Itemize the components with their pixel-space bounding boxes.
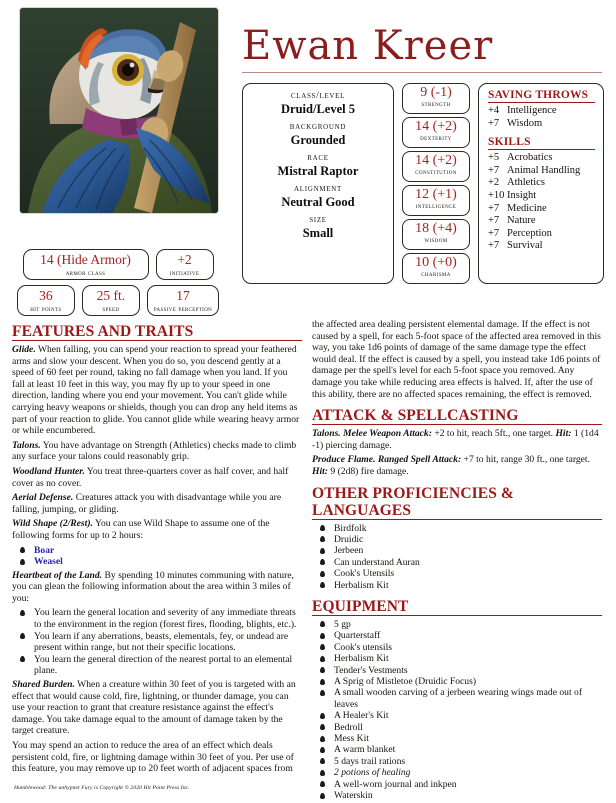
skill-row bbox=[488, 165, 595, 178]
attack-text-talons: +2 to hit, reach 5ft., one target. bbox=[431, 428, 556, 440]
list-item: Tender's Vestments bbox=[312, 665, 602, 676]
attack-name-talons: Talons. Melee Weapon Attack: bbox=[312, 428, 432, 440]
list-item: Jerbeen bbox=[312, 545, 602, 556]
skill-row bbox=[488, 203, 595, 216]
equipment-list bbox=[312, 619, 602, 802]
character-name: Ewan Kreer bbox=[242, 23, 494, 69]
attack-hit-text-talons: 1 (1d4 -1) piercing damage. bbox=[312, 428, 599, 451]
ability-score-intelligence: 12 (+1) bbox=[415, 187, 457, 202]
skill-mod-acrobatics: +5 bbox=[488, 152, 500, 164]
initiative-value: +2 bbox=[177, 252, 192, 267]
list-item: Mess Kit bbox=[312, 733, 602, 744]
feature-name-talons: Talons. bbox=[12, 439, 41, 451]
list-item: Herbalism Kit bbox=[312, 580, 602, 591]
feature-name-shared-burden: Shared Burden. bbox=[12, 679, 75, 691]
feature-text-glide: When falling, you can spend your reaction to spread your feathered arms and slow your descent. When you do so, you descend gently at a speed of 60 feet per round, taking no fall damage when you land. If you fall at least 10 feet in this way, you may fly up to your speed in one direction, landing where you end your movement. You can't glide while carrying heavy weapons or shields, though you can drop any held items as part of your reaction to glide. You cannot glide while wearing heavy armor or while encumbered. bbox=[12, 344, 300, 437]
feature-name-glide: Glide. bbox=[12, 344, 36, 355]
info-value-background: Grounded bbox=[290, 133, 346, 147]
ability-score-wisdom: 18 (+4) bbox=[415, 221, 457, 236]
ability-name-wisdom: wisdom bbox=[424, 236, 448, 244]
stat-row bbox=[236, 83, 608, 284]
skill-name-acrobatics: Acrobatics bbox=[507, 152, 553, 164]
skill-name-insight: Insight bbox=[507, 189, 537, 201]
initiative-label: initiative bbox=[169, 268, 200, 277]
list-item: Can understand Auran bbox=[312, 557, 602, 568]
sheet-body bbox=[0, 315, 616, 803]
attack-text-produce-flame: +7 to hit, range 30 ft., one target. bbox=[461, 454, 590, 466]
skill-mod-animal-handling: +7 bbox=[488, 164, 500, 176]
feature-shared-burden bbox=[12, 679, 302, 737]
saving-throw-row bbox=[488, 105, 595, 118]
hit-points-value: 36 bbox=[39, 288, 53, 303]
ability-score-constitution: 14 (+2) bbox=[415, 153, 457, 168]
list-item: 5 days trail rations bbox=[312, 756, 602, 767]
feature-text-talons: You have advantage on Strength (Athletics) checks made to climb any surface your talons could reasonably grip. bbox=[12, 439, 297, 463]
save-name-intelligence: Intelligence bbox=[507, 105, 557, 116]
wild-shape-form-boar[interactable]: Boar bbox=[12, 545, 302, 557]
attack-hit-label-talons: Hit: bbox=[555, 428, 572, 440]
defence-row-1 bbox=[14, 249, 222, 280]
skill-row bbox=[488, 177, 595, 190]
skill-row bbox=[488, 240, 595, 253]
list-item: A small wooden carving of a jerbeen wearing wings made out of leaves bbox=[312, 687, 602, 710]
speed-label: speed bbox=[102, 304, 120, 313]
skill-row bbox=[488, 228, 595, 241]
heartbeat-bullets bbox=[12, 607, 302, 677]
skill-name-medicine: Medicine bbox=[507, 202, 547, 214]
info-value-size: Small bbox=[302, 226, 334, 240]
name-underline bbox=[242, 72, 602, 73]
ability-score-dexterity: 14 (+2) bbox=[415, 119, 457, 134]
save-name-wisdom: Wisdom bbox=[507, 117, 543, 129]
list-item: 5 gp bbox=[312, 619, 602, 630]
ability-charisma bbox=[402, 253, 470, 284]
skill-mod-medicine: +7 bbox=[488, 202, 500, 214]
info-label-race: race bbox=[307, 153, 329, 163]
list-item: Bedroll bbox=[312, 722, 602, 733]
feature-text-woodland-hunter: You treat three-quarters cover as half cover, and half cover as no cover. bbox=[12, 465, 289, 489]
info-label-background: background bbox=[289, 122, 347, 132]
right-column bbox=[312, 319, 602, 803]
list-item: A warm blanket bbox=[312, 744, 602, 755]
list-item: You learn the general location and severity of any immediate threats to the environment in the region (forest fires, flooding, blights, etc.). bbox=[12, 607, 302, 630]
feature-text-aerial-defense: Creatures attack you with disadvantage while you are falling, jumping, or gliding. bbox=[12, 492, 282, 515]
attack-entry-produce-flame bbox=[312, 454, 602, 477]
ability-score-charisma: 10 (+0) bbox=[415, 255, 457, 270]
list-item: Cook's utensils bbox=[312, 642, 602, 653]
ability-name-charisma: charisma bbox=[421, 270, 451, 278]
list-item: Herbalism Kit bbox=[312, 653, 602, 664]
saves-and-skills-card bbox=[478, 83, 604, 284]
feature-heartbeat-of-the-land bbox=[12, 570, 302, 605]
list-item: Birdfolk bbox=[312, 523, 602, 534]
armor-class-label: armor class bbox=[65, 268, 106, 277]
skill-name-animal-handling: Animal Handling bbox=[507, 164, 581, 176]
list-item: 2 potions of healing bbox=[312, 767, 602, 778]
ability-scores bbox=[402, 83, 470, 284]
ability-wisdom bbox=[402, 219, 470, 250]
feature-shared-burden-continued: You may spend an action to reduce the area of an effect which deals persistent cold, fire, or lightning damage within 30 feet of you. Per use of this feature, you may remove up to 20 feet worth of adjacent spaces from bbox=[12, 740, 294, 775]
armor-class-box bbox=[23, 249, 149, 280]
info-label-size: size bbox=[309, 215, 327, 225]
attack-spellcasting-heading: ATTACK & SPELLCASTING bbox=[312, 407, 602, 425]
ability-name-constitution: constitution bbox=[415, 168, 457, 176]
info-label-class: class/level bbox=[290, 91, 346, 101]
skill-name-survival: Survival bbox=[507, 240, 543, 252]
skill-mod-survival: +7 bbox=[488, 240, 500, 252]
ability-name-dexterity: dexterity bbox=[420, 134, 452, 142]
skill-name-nature: Nature bbox=[507, 215, 536, 227]
skills-heading: SKILLS bbox=[488, 136, 595, 150]
armor-class-value: 14 (Hide Armor) bbox=[40, 252, 131, 267]
list-item: You learn if any aberrations, beasts, elementals, fey, or undead are present within range, but not their specific locations. bbox=[12, 631, 302, 654]
list-item: Waterskin bbox=[312, 790, 602, 801]
feature-name-aerial-defense: Aerial Defense. bbox=[12, 492, 74, 504]
ability-name-strength: strength bbox=[421, 100, 451, 108]
left-column bbox=[12, 319, 302, 803]
ability-constitution bbox=[402, 151, 470, 182]
defence-row-2 bbox=[14, 285, 222, 316]
proficiencies-heading: OTHER PROFICIENCIES & LANGUAGES bbox=[312, 485, 602, 520]
passive-perception-box bbox=[147, 285, 219, 316]
list-item: Druidic bbox=[312, 534, 602, 545]
info-value-alignment: Neutral Good bbox=[281, 195, 355, 209]
ability-strength bbox=[402, 83, 470, 114]
feature-glide bbox=[12, 344, 302, 437]
attack-entry-talons bbox=[312, 428, 602, 451]
info-label-alignment: alignment bbox=[294, 184, 342, 194]
attack-name-produce-flame: Produce Flame. Ranged Spell Attack: bbox=[312, 454, 462, 466]
skill-name-athletics: Athletics bbox=[507, 177, 545, 189]
features-heading: FEATURES AND TRAITS bbox=[12, 323, 302, 341]
hit-points-box bbox=[17, 285, 75, 316]
initiative-box bbox=[156, 249, 214, 280]
speed-box bbox=[82, 285, 140, 316]
feature-name-woodland-hunter: Woodland Hunter. bbox=[12, 465, 85, 477]
saving-throw-row bbox=[488, 118, 595, 131]
saving-throws-heading: SAVING THROWS bbox=[488, 89, 595, 103]
skill-name-perception: Perception bbox=[507, 227, 552, 239]
list-item: Quarterstaff bbox=[312, 630, 602, 641]
list-item: Cook's Utensils bbox=[312, 568, 602, 579]
attack-hit-label-produce-flame: Hit: bbox=[312, 465, 328, 477]
skill-mod-insight: +10 bbox=[488, 189, 505, 201]
info-value-class: Druid/Level 5 bbox=[281, 102, 355, 116]
info-value-race: Mistral Raptor bbox=[277, 164, 359, 178]
speed-value: 25 ft. bbox=[96, 288, 126, 303]
proficiencies-list bbox=[312, 523, 602, 591]
ability-name-intelligence: intelligence bbox=[415, 202, 457, 210]
save-mod-wisdom: +7 bbox=[488, 117, 500, 129]
skill-mod-athletics: +2 bbox=[488, 177, 500, 189]
passive-perception-value: 17 bbox=[176, 288, 190, 303]
header-right bbox=[232, 0, 616, 315]
skill-row bbox=[488, 190, 595, 203]
list-item: A Healer's Kit bbox=[312, 710, 602, 721]
attack-hit-text-produce-flame: 9 (2d8) fire damage. bbox=[328, 465, 409, 477]
character-info-card bbox=[242, 83, 394, 284]
skill-row bbox=[488, 215, 595, 228]
character-portrait bbox=[20, 8, 218, 213]
shared-burden-overflow: the affected area dealing persistent elemental damage. If the effect is not caused by a spell, for each 5-foot space of the affected area removed in this way, you take 1d6 points of damage of the same damage type the effect would deal. If the effect is caused by a spell, you instead take 1d6 points of damage per the spell's level for each 5-foot space you removed. Any damage you take while reducing area effects is halved. If, after the use of this ability, there are no affected spaces remaining, the effect is removed. bbox=[312, 319, 601, 400]
skill-mod-nature: +7 bbox=[488, 215, 500, 227]
list-item: A well-worn journal and inkpen bbox=[312, 779, 602, 790]
wild-shape-forms bbox=[12, 545, 302, 568]
list-item: A Sprig of Mistletoe (Druidic Focus) bbox=[312, 676, 602, 687]
feature-name-wild-shape: Wild Shape (2/Rest). bbox=[12, 518, 93, 530]
skill-mod-perception: +7 bbox=[488, 227, 500, 239]
hit-points-label: hit points bbox=[30, 304, 62, 313]
list-item: You learn the general direction of the nearest portal to an elemental plane. bbox=[12, 654, 302, 677]
copyright-footer: Humblewood: The unhypnet Fury is Copyright © 2020 Hit Point Press Inc. bbox=[14, 785, 190, 791]
feature-text-heartbeat: By spending 10 minutes communing with nature, you can glean the following information about the area within 3 miles of you: bbox=[12, 569, 294, 604]
skill-row bbox=[488, 152, 595, 165]
ability-intelligence bbox=[402, 185, 470, 216]
save-mod-intelligence: +4 bbox=[488, 105, 500, 116]
ability-score-strength: 9 (-1) bbox=[420, 85, 452, 100]
birdfolk-portrait-illustration bbox=[20, 8, 218, 213]
passive-perception-label: passive perception bbox=[153, 304, 213, 313]
feature-aerial-defense bbox=[12, 492, 302, 515]
ability-dexterity bbox=[402, 117, 470, 148]
equipment-heading: EQUIPMENT bbox=[312, 598, 602, 616]
wild-shape-form-weasel[interactable]: Weasel bbox=[12, 556, 302, 568]
feature-woodland-hunter bbox=[12, 466, 302, 489]
feature-name-heartbeat: Heartbeat of the Land. bbox=[12, 569, 103, 581]
feature-text-shared-burden: When a creature within 30 feet of you is targeted with an effect that would cause cold, fire, lightning, or thunder damage, you can use your reaction to grant that creature resistance against the effect's damage. You take damage equal to the amount of damage taken by the target creature. bbox=[12, 679, 296, 737]
feature-wild-shape bbox=[12, 518, 302, 541]
feature-talons bbox=[12, 440, 302, 463]
feature-text-wild-shape: You can use Wild Shape to assume one of the following forms for up to 2 hours: bbox=[12, 518, 270, 541]
defence-stats bbox=[0, 243, 232, 321]
